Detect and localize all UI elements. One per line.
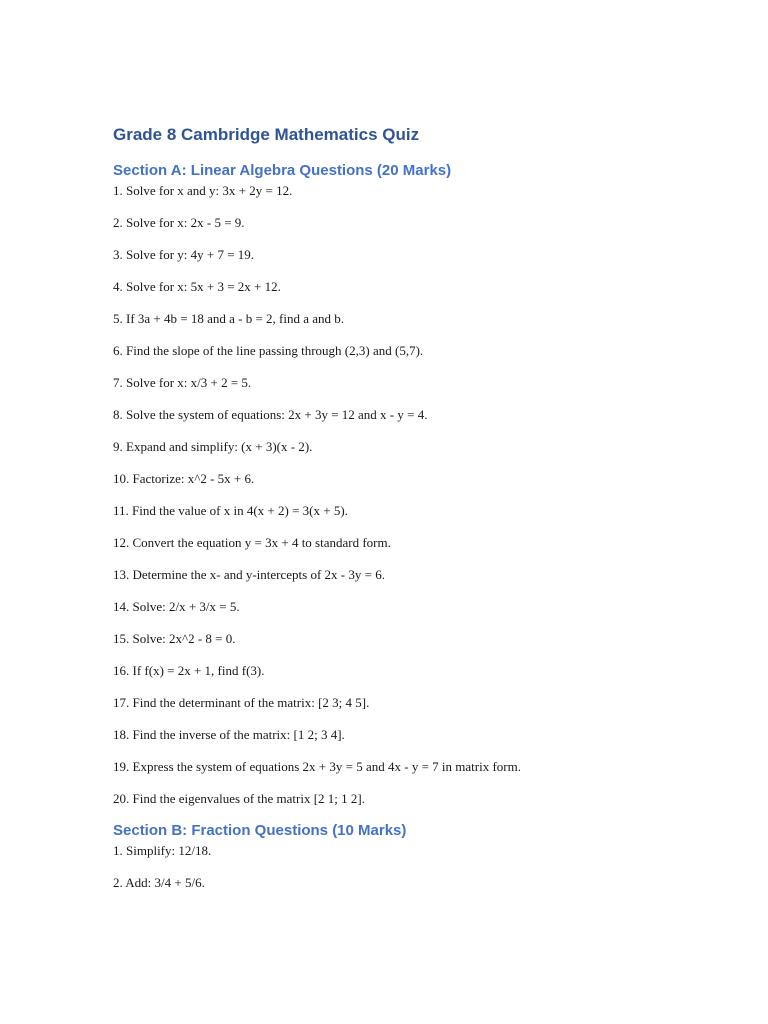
- question-a-13: 13. Determine the x- and y-intercepts of 2x - 3y = 6.: [113, 567, 385, 582]
- question-a-4: 4. Solve for x: 5x + 3 = 2x + 12.: [113, 279, 281, 294]
- section-a-question-list: [113, 183, 713, 807]
- question-a-2: 2. Solve for x: 2x - 5 = 9.: [113, 215, 245, 230]
- question-a-19: 19. Express the system of equations 2x + 3y = 5 and 4x - y = 7 in matrix form.: [113, 759, 521, 774]
- question-a-6: 6. Find the slope of the line passing through (2,3) and (5,7).: [113, 343, 424, 358]
- question-a-17: 17. Find the determinant of the matrix: [2 3; 4 5].: [113, 695, 370, 710]
- question-b-2: 2. Add: 3/4 + 5/6.: [113, 875, 205, 890]
- question-b-1: 1. Simplify: 12/18.: [113, 843, 212, 858]
- question-a-7: 7. Solve for x: x/3 + 2 = 5.: [113, 375, 252, 390]
- question-a-1: 1. Solve for x and y: 3x + 2y = 12.: [113, 183, 293, 198]
- question-a-15: 15. Solve: 2x^2 - 8 = 0.: [113, 631, 236, 646]
- section-b-heading: Section B: Fraction Questions (10 Marks): [113, 822, 407, 839]
- question-a-14: 14. Solve: 2/x + 3/x = 5.: [113, 599, 240, 614]
- question-a-5: 5. If 3a + 4b = 18 and a - b = 2, find a and b.: [113, 311, 345, 326]
- question-a-11: 11. Find the value of x in 4(x + 2) = 3(x + 5).: [113, 503, 348, 518]
- quiz-title: Grade 8 Cambridge Mathematics Quiz: [113, 125, 420, 144]
- question-a-3: 3. Solve for y: 4y + 7 = 19.: [113, 247, 255, 262]
- question-a-18: 18. Find the inverse of the matrix: [1 2; 3 4].: [113, 727, 345, 742]
- question-a-10: 10. Factorize: x^2 - 5x + 6.: [113, 471, 255, 486]
- question-a-12: 12. Convert the equation y = 3x + 4 to standard form.: [113, 535, 391, 550]
- section-b-question-list: [113, 843, 713, 891]
- question-a-8: 8. Solve the system of equations: 2x + 3y = 12 and x - y = 4.: [113, 407, 428, 422]
- question-a-16: 16. If f(x) = 2x + 1, find f(3).: [113, 663, 265, 678]
- question-a-9: 9. Expand and simplify: (x + 3)(x - 2).: [113, 439, 313, 454]
- question-a-20: 20. Find the eigenvalues of the matrix [2 1; 1 2].: [113, 791, 366, 806]
- section-a-heading: Section A: Linear Algebra Questions (20 Marks): [113, 162, 452, 179]
- document-content: [113, 124, 713, 891]
